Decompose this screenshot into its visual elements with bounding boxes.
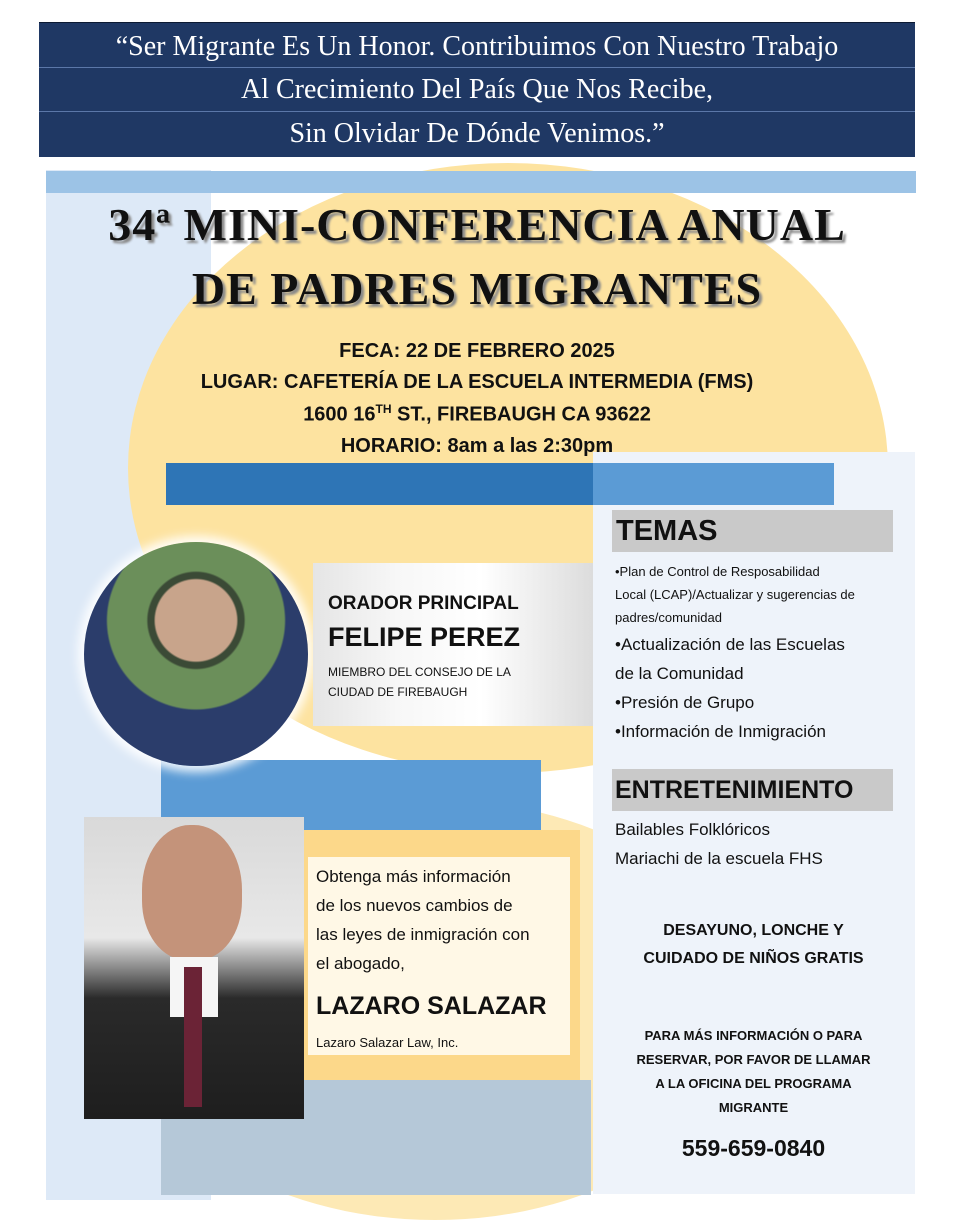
lawyer-text-line-3: las leyes de inmigración con xyxy=(316,925,530,944)
speaker-photo xyxy=(84,542,308,766)
topic-item-4: •Información de Inmigración xyxy=(615,722,826,741)
address-suffix: TH xyxy=(375,402,392,416)
topic-item-2-line-1: •Actualización de las Escuelas xyxy=(615,635,845,654)
topic-item-1-line-1: •Plan de Control de Resposabilidad xyxy=(615,564,820,579)
contact-phone[interactable]: 559-659-0840 xyxy=(681,1135,826,1161)
divider-bar-light xyxy=(593,463,834,505)
contact-line-3: A LA OFICINA DEL PROGRAMA xyxy=(655,1076,852,1091)
speaker-role: ORADOR PRINCIPAL xyxy=(328,593,519,614)
conference-title-line-2: DE PADRES MIGRANTES xyxy=(191,263,763,314)
conference-title-line-1: 34ª MINI-CONFERENCIA ANUAL xyxy=(108,199,846,250)
topic-item-1-line-3: padres/comunidad xyxy=(615,610,722,625)
background-top-bar xyxy=(46,171,916,193)
topic-item-1-line-2: Local (LCAP)/Actualizar y sugerencias de xyxy=(615,587,855,602)
lawyer-name: LAZARO SALAZAR xyxy=(316,992,547,1020)
free-services-line-1: DESAYUNO, LONCHE Y xyxy=(663,922,844,939)
event-date: FECA: 22 DE FEBRERO 2025 xyxy=(339,340,615,362)
topics-heading: TEMAS xyxy=(612,510,893,552)
address-street: ST., FIREBAUGH CA 93622 xyxy=(391,403,651,426)
lawyer-text xyxy=(316,862,530,978)
quote-line-3: Sin Olvidar De Dónde Venimos.” xyxy=(289,118,665,149)
speaker-name: FELIPE PEREZ xyxy=(328,622,521,652)
lawyer-card xyxy=(308,857,570,1055)
lawyer-photo xyxy=(84,817,304,1119)
lawyer-text-line-2: de los nuevos cambios de xyxy=(316,896,513,915)
address-number: 1600 16 xyxy=(303,403,376,426)
lawyer-firm: Lazaro Salazar Law, Inc. xyxy=(316,1035,459,1050)
event-address xyxy=(0,402,954,427)
speaker-card xyxy=(313,563,593,726)
entertainment-heading: ENTRETENIMIENTO xyxy=(612,769,893,811)
speaker-title-line-1: MIEMBRO DEL CONSEJO DE LA xyxy=(328,665,511,679)
entertainment-list xyxy=(615,815,823,873)
lawyer-text-line-4: el abogado, xyxy=(316,954,405,973)
event-place: LUGAR: CAFETERÍA DE LA ESCUELA INTERMEDIA (FMS) xyxy=(200,371,754,393)
quote-line-1: “Ser Migrante Es Un Honor. Contribuimos Con Nuestro Trabajo xyxy=(115,31,839,62)
topic-item-3: •Presión de Grupo xyxy=(615,693,755,712)
lawyer-text-line-1: Obtenga más información xyxy=(316,867,511,886)
event-schedule: HORARIO: 8am a las 2:30pm xyxy=(340,435,614,457)
entertainment-item-2: Mariachi de la escuela FHS xyxy=(615,849,823,868)
contact-line-1: PARA MÁS INFORMACIÓN O PARA xyxy=(644,1028,863,1043)
free-services xyxy=(600,917,907,973)
lawyer-tie xyxy=(184,967,202,1107)
contact-line-2: RESERVAR, POR FAVOR DE LLAMAR xyxy=(636,1052,871,1067)
quote-line-2: Al Crecimiento Del País Que Nos Recibe, xyxy=(240,74,713,105)
speaker-title-line-2: CIUDAD DE FIREBAUGH xyxy=(328,685,468,699)
entertainment-item-1: Bailables Folklóricos xyxy=(615,820,770,839)
free-services-line-2: CUIDADO DE NIÑOS GRATIS xyxy=(643,950,864,967)
contact-line-4: MIGRANTE xyxy=(718,1100,789,1115)
topics-list-large xyxy=(615,630,845,746)
lawyer-face xyxy=(142,825,242,960)
contact-info xyxy=(600,1024,907,1120)
quote-banner xyxy=(39,22,915,157)
topics-list xyxy=(615,560,855,629)
topic-item-2-line-2: de la Comunidad xyxy=(615,664,744,683)
